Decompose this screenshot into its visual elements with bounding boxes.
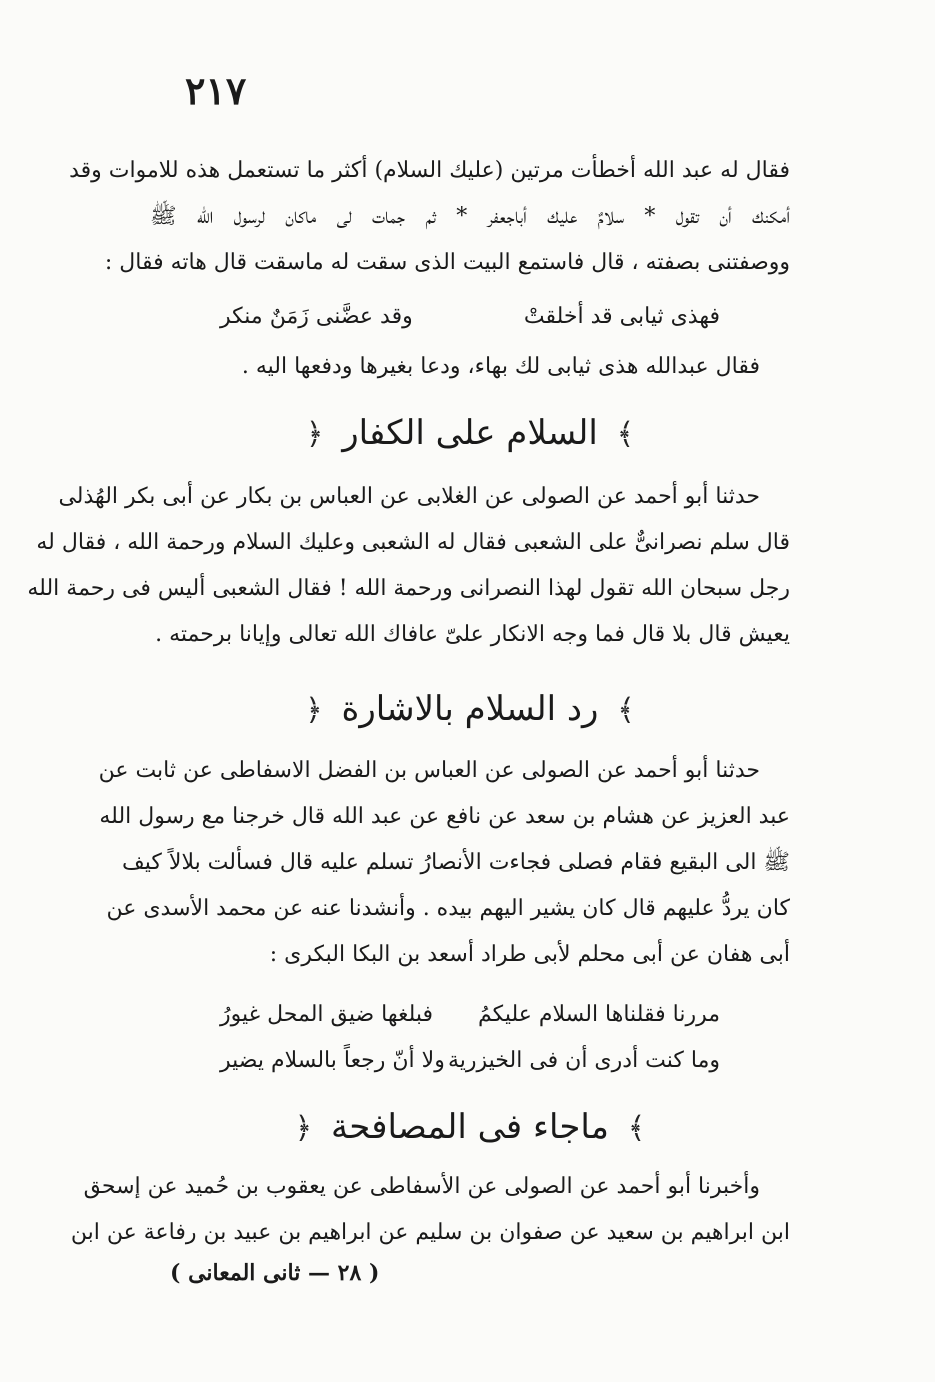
heading-title: رد السلام بالاشارة — [341, 689, 599, 729]
paragraph-opening — [69, 148, 790, 286]
paragraph-section-3 — [98, 748, 790, 978]
text-line: ووصفتنى بصفته ، قال فاستمع البيت الذى سقت له ماسقت قال هاته فقال : — [104, 250, 790, 275]
ornamental-bracket-icon: ﴿ — [305, 693, 323, 728]
signature-mark: ( ٢٨ — ثانى المعانى ) — [170, 1260, 380, 1286]
text-line: حدثنا أبو أحمد عن الصولى عن العباس بن الفضل الاسفاطى عن ثابت عن — [98, 758, 760, 783]
heading-title: السلام على الكفار — [342, 413, 598, 453]
text-line: أمكنك أن تقول * سلامٌ عليك أباجعفر * ثم جمات لى ماكان لرسول الله ﷺ — [150, 204, 790, 229]
text-line: وأخبرنا أبو أحمد عن الصولى عن الأسفاطى عن يعقوب بن حُميد عن إسحق — [83, 1174, 760, 1199]
heading-title: ماجاء فى المصافحة — [331, 1107, 609, 1147]
verse-block-2 — [150, 992, 790, 1084]
ornamental-bracket-icon: ﴾ — [616, 417, 635, 452]
ornamental-bracket-icon: ﴾ — [627, 1111, 646, 1146]
text-line: كان يردُّ عليهم قال كان يشير اليهم بيده . وأنشدنا عنه عن محمد الأسدى عن — [106, 896, 790, 921]
paragraph-section-4 — [70, 1164, 790, 1256]
verse-line — [150, 1038, 790, 1084]
ornamental-bracket-icon: ﴾ — [617, 693, 635, 728]
text-line: ابن ابراهيم بن سعيد عن صفوان بن سليم عن ابراهيم بن عبيد بن رفاعة عن ابن — [70, 1220, 790, 1245]
verse-line — [150, 992, 790, 1038]
ornamental-bracket-icon: ﴿ — [305, 417, 324, 452]
ornamental-bracket-icon: ﴿ — [294, 1111, 313, 1146]
verse-left-hemistich: فبلغها ضيق المحل غيورُ — [220, 1002, 434, 1027]
verse-right-hemistich: مررنا فقلناها السلام عليكمُ — [478, 1002, 720, 1027]
section-heading-handshake — [150, 1102, 790, 1154]
text-line: يعيش قال بلا قال فما وجه الانكار علىّ عافاك الله تعالى وإيانا برحمته . — [155, 622, 790, 647]
text-line: فقال عبدالله هذى ثيابى لك بهاء، ودعا بغيرها ودفعها اليه . — [241, 354, 760, 379]
page-number: ٢١٧ — [185, 68, 247, 113]
verse-right-hemistich: فهذى ثيابى قد أخلقتْ — [523, 304, 720, 329]
text-line: قال سلم نصرانىٌّ على الشعبى فقال له الشعبى وعليك السلام ورحمة الله ، فقال له — [36, 530, 790, 555]
text-line: أبى هفان عن أبى محلم لأبى طراد أسعد بن البكا البكرى : — [269, 942, 790, 967]
verse-left-hemistich: ولا أنّ رجعاً بالسلام يضير — [220, 1048, 445, 1073]
section-heading-peace-on-unbelievers — [150, 408, 790, 460]
text-line: عبد العزيز عن هشام بن سعد عن نافع عن عبد الله قال خرجنا مع رسول الله — [99, 804, 790, 829]
section-heading-return-greeting-by-gesture — [150, 684, 790, 736]
paragraph-after-verse — [150, 344, 790, 390]
verse-block-1 — [150, 294, 790, 340]
text-line: ﷺ الى البقيع فقام فصلى فجاءت الأنصارُ تسلم عليه قال فسألت بلالاً كيف — [122, 850, 790, 875]
paragraph-section-2 — [27, 474, 790, 658]
text-line: رجل سبحان الله تقول لهذا النصرانى ورحمة الله ! فقال الشعبى أليس فى رحمة الله — [27, 576, 790, 601]
verse-right-hemistich: وما كنت أدرى أن فى الخيزرية — [447, 1048, 720, 1073]
verse-left-hemistich: وقد عضَّنى زَمَنٌ منكر — [220, 304, 413, 329]
text-line: فقال له عبد الله أخطأت مرتين (عليك السلام) أكثر ما تستعمل هذه للاموات وقد — [69, 158, 790, 183]
verse-line — [150, 294, 790, 340]
text-line: حدثنا أبو أحمد عن الصولى عن الغلابى عن العباس بن بكار عن أبى بكر الهُذلى — [58, 484, 760, 509]
